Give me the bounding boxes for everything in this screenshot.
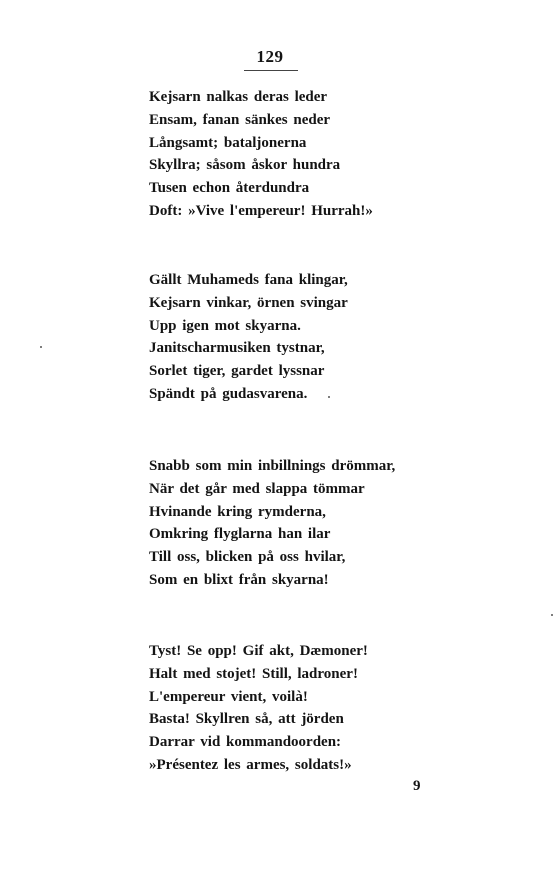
stanza-2 (149, 269, 439, 406)
paper-speck (551, 614, 553, 616)
signature-mark: 9 (413, 778, 421, 794)
page-number: 129 (256, 47, 284, 66)
verse-line: Snabb som min inbillnings drömmar, (149, 458, 396, 474)
page-number-rule (244, 70, 298, 71)
verse-line: Spändt på gudasvarena. (149, 385, 308, 402)
verse-line: Janitscharmusiken tystnar, (149, 340, 325, 357)
paper-speck (40, 346, 42, 348)
verse-line: Till oss, blicken på oss hvilar, (149, 549, 346, 566)
verse-line: Tusen echon återdundra (149, 180, 310, 197)
verse-line: L'empereur vient, voilà! (149, 688, 308, 705)
stanza-3 (149, 455, 439, 592)
verse-line: Halt med stojet! Still, ladroner! (149, 665, 358, 682)
verse-line: Som en blixt från skyarna! (149, 571, 329, 588)
verse-line: »Présentez les armes, soldats!» (149, 756, 352, 773)
verse-line: Långsamt; bataljonerna (149, 134, 307, 151)
verse-line: Doft: »Vive l'empereur! Hurrah!» (149, 202, 373, 219)
verse-line: Kejsarn vinkar, örnen svingar (149, 294, 348, 311)
verse-line: När det går med slappa tömmar (149, 480, 365, 497)
paper-speck (328, 396, 330, 398)
verse-line: Darrar vid kommandoorden: (149, 734, 342, 751)
verse-line: Omkring flyglarna han ilar (149, 526, 331, 543)
verse-line: Hvinande kring rymderna, (149, 503, 326, 520)
verse-line: Kejsarn nalkas deras leder (149, 89, 328, 105)
stanza-1 (149, 86, 439, 223)
verse-line: Upp igen mot skyarna. (149, 317, 301, 334)
verse-line: Basta! Skyllren så, att jörden (149, 711, 344, 728)
verse-line: Sorlet tiger, gardet lyssnar (149, 363, 325, 380)
verse-line: Ensam, fanan sänkes neder (149, 111, 331, 128)
stanza-4 (149, 640, 439, 777)
verse-line: Tyst! Se opp! Gif akt, Dæmoner! (149, 643, 368, 659)
verse-line: Skyllra; såsom åskor hundra (149, 157, 341, 174)
verse-line: Gällt Muhameds fana klingar, (149, 272, 348, 288)
